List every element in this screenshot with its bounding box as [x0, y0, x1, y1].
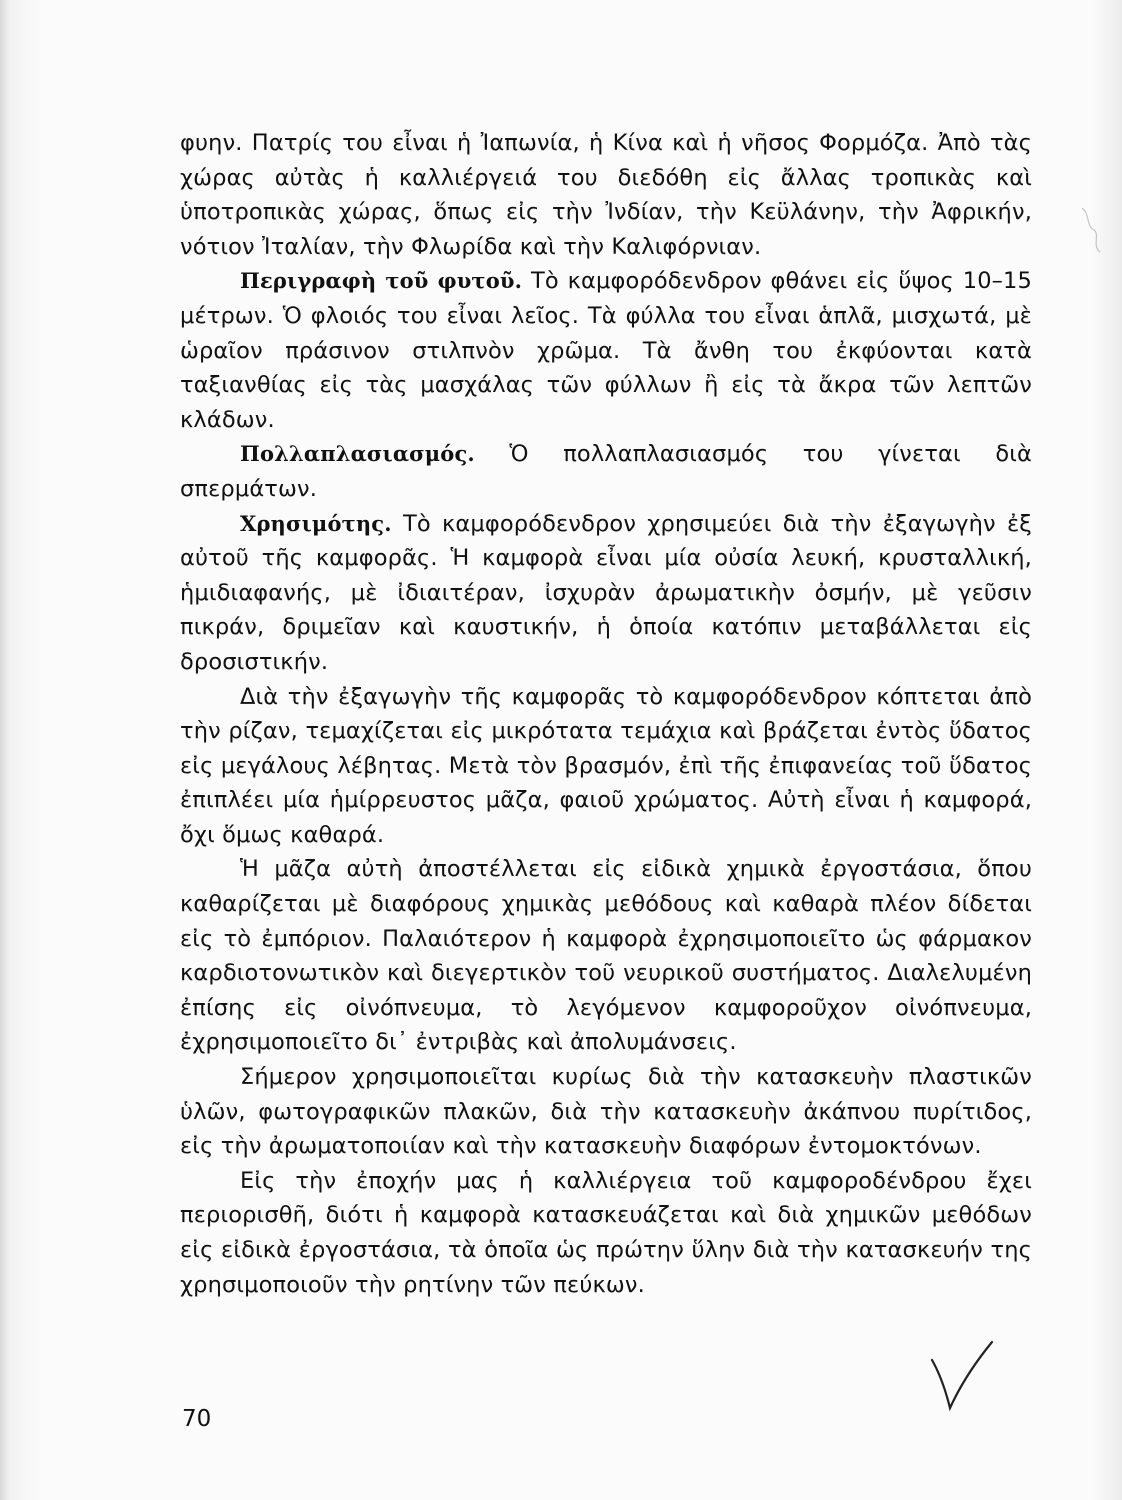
paragraph-description-text: Τὸ καμφορόδενδρον φθάνει εἰς ὕψος 10–15 μέτρων. Ὁ φλοιός του εἶναι λεῖος. Τὰ φύλλα του εἶναι ἁπλᾶ, μισχωτά, μὲ ὡραῖον πράσινον στιλπνὸν χρῶμα. Τὰ ἄνθη του ἐκφύονται κατὰ ταξιανθίας εἰς τὰς μασχάλας τῶν φύλλων ἢ εἰς τὰ ἄκρα τῶν λεπτῶν κλάδων.: [180, 268, 1032, 433]
paragraph-extraction: [180, 680, 1032, 853]
check-mark-icon: [926, 1330, 1016, 1420]
paragraph-modern-uses-text: Σήμερον χρησιμοποιεῖται κυρίως διὰ τὴν κατασκευὴν πλαστικῶν ὑλῶν, φωτογραφικῶν πλακῶν, διὰ τὴν κατασκευὴν ἀκάπνου πυρίτιδος, εἰς τὴν ἀρωματοποιίαν καὶ τὴν κατασκευὴν διαφόρων ἐντομοκτόνων.: [180, 1064, 1032, 1160]
section-heading-usefulness: Χρησιμότης.: [240, 510, 392, 536]
paragraph-cultivation-today: [180, 1164, 1032, 1302]
paragraph-origin: [180, 126, 1032, 264]
paragraph-refining-text: Ἡ μᾶζα αὐτὴ ἀποστέλλεται εἰς εἰδικὰ χημικὰ ἐργοστάσια, ὅπου καθαρίζεται μὲ διαφόρους χημικὰς μεθόδους καὶ καθαρὰ πλέον δίδεται εἰς τὸ ἐμπόριον. Παλαιότερον ἡ καμφορὰ ἐχρησιμοποιεῖτο ὡς φάρμακον καρδιοτονωτικὸν καὶ διεγερτικὸν τοῦ νευρικοῦ συστήματος. Διαλελυμένη ἐπίσης εἰς οἰνόπνευμα, τὸ λεγόμενον καμφοροῦχον οἰνόπνευμα, ἐχρησιμοποιεῖτο δι᾽ ἐντριβὰς καὶ ἀπολυμάνσεις.: [180, 856, 1032, 1056]
paragraph-modern-uses: [180, 1060, 1032, 1164]
page-body: [180, 126, 1032, 1302]
paragraph-cultivation-today-text: Εἰς τὴν ἐποχήν μας ἡ καλλιέργεια τοῦ καμφοροδένδρου ἔχει περιορισθῆ, διότι ἡ καμφορὰ κατασκευάζεται καὶ διὰ χημικῶν μεθόδων εἰς εἰδικὰ ἐργοστάσια, τὰ ὁποῖα ὡς πρώτην ὕλην διὰ τὴν κατασκευήν της χρησιμοποιοῦν τὴν ρητίνην τῶν πεύκων.: [180, 1167, 1032, 1298]
paragraph-propagation-text: Ὁ πολλαπλασιασμός του γίνεται διὰ σπερμάτων.: [180, 441, 1032, 502]
section-heading-description: Περιγραφὴ τοῦ φυτοῦ.: [240, 268, 523, 294]
paragraph-propagation: [180, 437, 1032, 506]
paragraph-extraction-text: Διὰ τὴν ἐξαγωγὴν τῆς καμφορᾶς τὸ καμφορόδενδρον κόπτεται ἀπὸ τὴν ρίζαν, τεμαχίζεται εἰς μικρότατα τεμάχια καὶ βράζεται ἐντὸς ὕδατος εἰς μεγάλους λέβητας. Μετὰ τὸν βρασμόν, ἐπὶ τῆς ἐπιφανείας τοῦ ὕδατος ἐπιπλέει μία ἡμίρρευστος μᾶζα, φαιοῦ χρώματος. Αὐτὴ εἶναι ἡ καμφορά, ὄχι ὅμως καθαρά.: [180, 683, 1032, 848]
paragraph-usefulness-text: Τὸ καμφορόδενδρον χρησιμεύει διὰ τὴν ἐξαγωγὴν ἐξ αὐτοῦ τῆς καμφορᾶς. Ἡ καμφορὰ εἶναι μία οὐσία λευκή, κρυσταλλική, ἡμιδιαφανής, μὲ ἰδιαιτέραν, ἰσχυρὰν ἀρωματικὴν ὀσμήν, μὲ γεῦσιν πικράν, δριμεῖαν καὶ καυστικήν, ἡ ὁποία κατόπιν μεταβάλλεται εἰς δροσιστικήν.: [180, 510, 1032, 675]
paragraph-refining: [180, 852, 1032, 1060]
section-heading-propagation: Πολλαπλασιασμός.: [240, 441, 475, 467]
margin-scribble-icon: [1078, 200, 1108, 260]
paragraph-description: [180, 264, 1032, 437]
paragraph-usefulness: [180, 507, 1032, 680]
paragraph-origin-text: φυην. Πατρίς του εἶναι ἡ Ἰαπωνία, ἡ Κίνα καὶ ἡ νῆσος Φορμόζα. Ἀπὸ τὰς χώρας αὐτὰς ἡ καλλιέργειά του διεδόθη εἰς ἄλλας τροπικὰς καὶ ὑποτροπικὰς χώρας, ὅπως εἰς τὴν Ἰνδίαν, τὴν Κεϋλάνην, τὴν Ἀφρικήν, νότιον Ἰταλίαν, τὴν Φλωρίδα καὶ τὴν Καλιφόρνιαν.: [180, 130, 1032, 260]
page-number: 70: [182, 1406, 212, 1432]
